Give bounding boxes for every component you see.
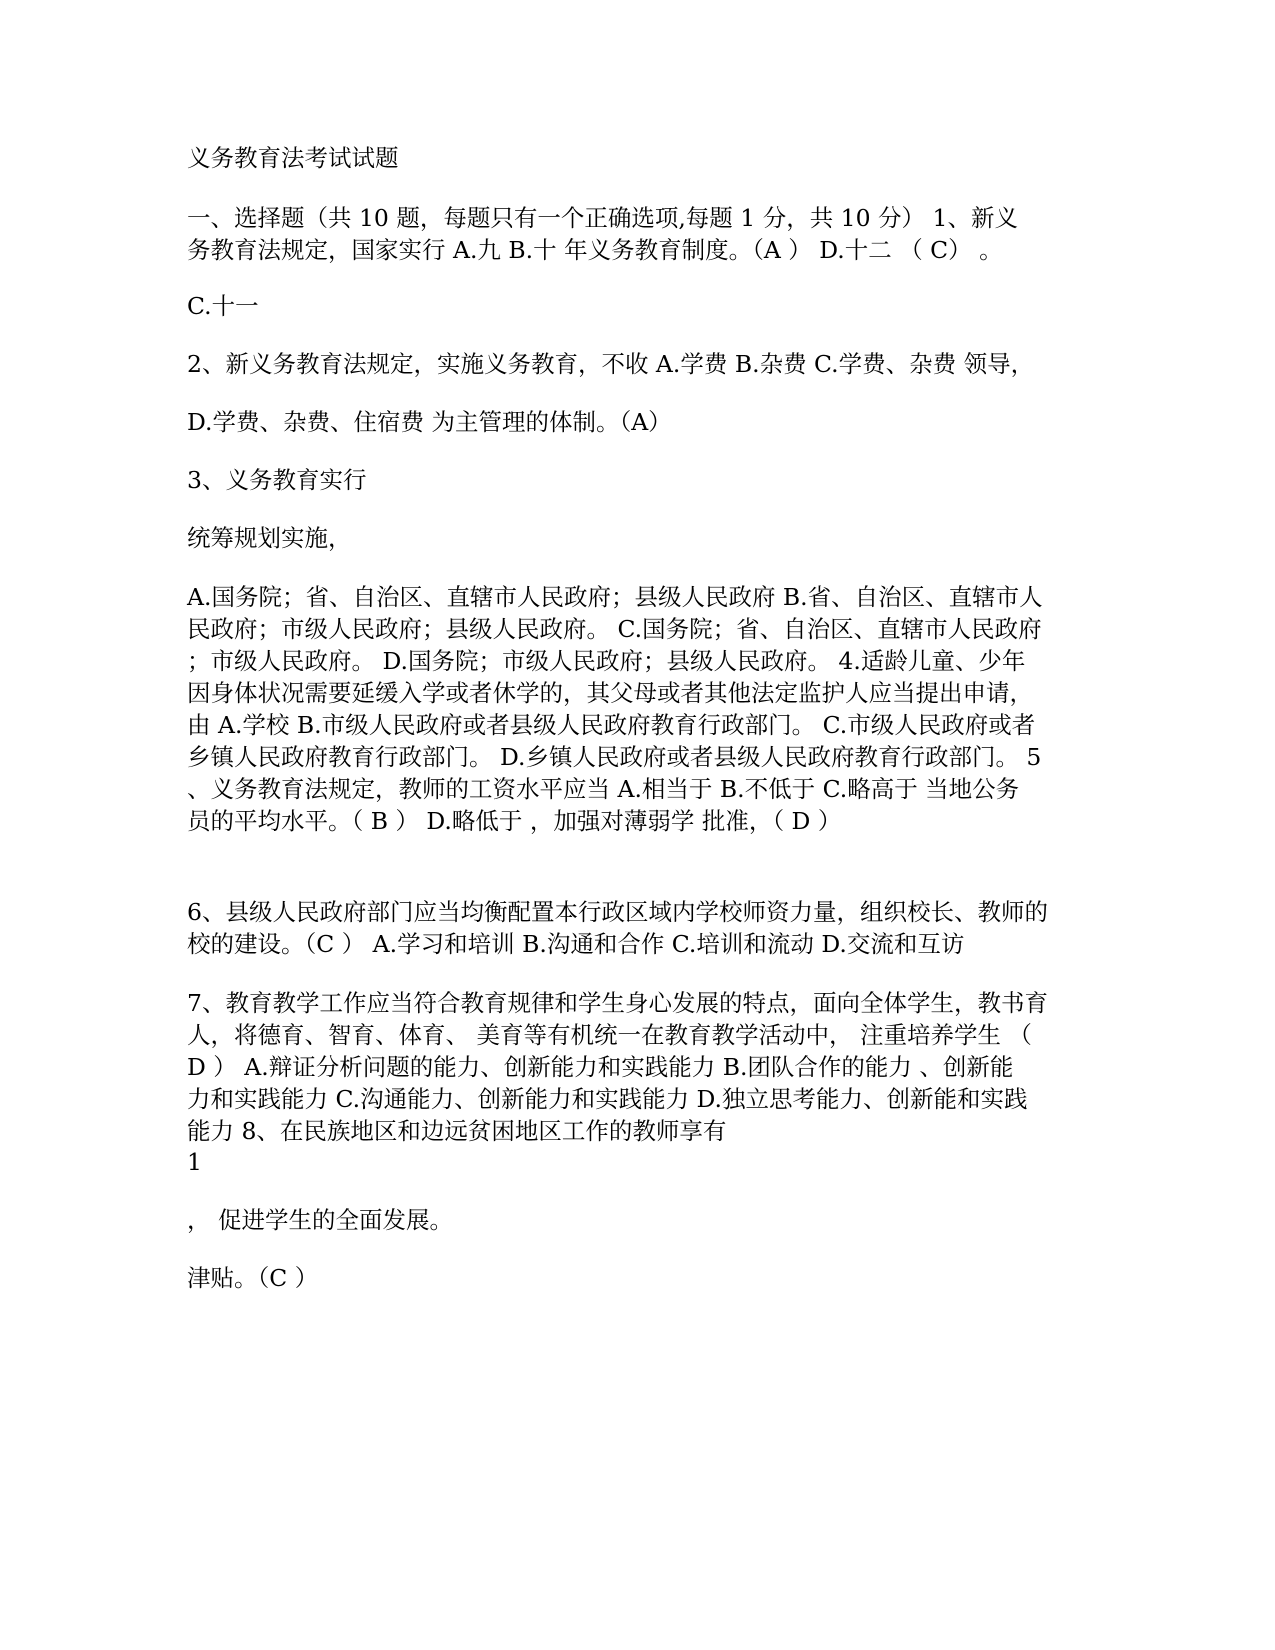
- paragraph-line: 、义务教育法规定，教师的工资水平应当 A.相当于 B.不低于 C.略高于 当地公务: [187, 775, 1020, 803]
- paragraph-line: 员的平均水平。（ B ） D.略低于 ，加强对薄弱学 批准，（ D ）: [187, 807, 842, 835]
- paragraph-line: 人，将德育、智育、体育、 美育等有机统一在教育教学活动中， 注重培养学生 （: [187, 1021, 1032, 1049]
- paragraph-line: 7、教育教学工作应当符合教育规律和学生身心发展的特点，面向全体学生，教书育: [187, 989, 1048, 1017]
- paragraph-line: ；市级人民政府。 D.国务院；市级人民政府；县级人民政府。 4.适龄儿童、少年: [187, 647, 1026, 675]
- section-header-line: 务教育法规定，国家实行 A.九 B.十 年义务教育制度。（A ） D.十二 （ C） 。: [187, 236, 1003, 264]
- section-header-line: 一、选择题（共 10 题，每题只有一个正确选项,每题 1 分，共 10 分） 1、新义: [187, 204, 1018, 232]
- questions-7-8-block: [187, 987, 1087, 1147]
- question-6-block: [187, 896, 1087, 960]
- question-2-line-2: [187, 406, 1087, 438]
- paragraph-line: 民政府；市级人民政府；县级人民政府。 C.国务院；省、自治区、直辖市人民政府: [187, 615, 1042, 643]
- paragraph-line: A.国务院；省、自治区、直辖市人民政府；县级人民政府 B.省、自治区、直辖市人: [187, 583, 1043, 611]
- document-title: [187, 142, 1087, 174]
- paragraph-line: 乡镇人民政府教育行政部门。 D.乡镇人民政府或者县级人民政府教育行政部门。 5: [187, 743, 1042, 771]
- paragraph-line: 力和实践能力 C.沟通能力、创新能力和实践能力 D.独立思考能力、创新能和实践: [187, 1085, 1028, 1113]
- fragment-text: ， 促进学生的全面发展。: [187, 1206, 453, 1234]
- question-3-stem-2: [187, 522, 1087, 554]
- text-fragment-2: [187, 1262, 1087, 1294]
- question-text: 统筹规划实施，: [187, 524, 352, 552]
- text-fragment-1: [187, 1204, 1087, 1236]
- question-text: 3、义务教育实行: [187, 466, 367, 494]
- question-3-stem: [187, 464, 1087, 496]
- question-1-option-c: [187, 290, 1087, 322]
- question-text: 2、新义务教育法规定，实施义务教育，不收 A.学费 B.杂费 C.学费、杂费 领导，: [187, 350, 1035, 378]
- option-text: C.十一: [187, 292, 259, 320]
- section-header: [187, 202, 1087, 266]
- paragraph-line: 能力 8、在民族地区和边远贫困地区工作的教师享有: [187, 1117, 727, 1145]
- paragraph-line: 6、县级人民政府部门应当均衡配置本行政区域内学校师资力量，组织校长、教师的: [187, 898, 1048, 926]
- title-text: 义务教育法考试试题: [187, 144, 399, 172]
- paragraph-line: D ） A.辩证分析问题的能力、创新能力和实践能力 B.团队合作的能力 、创新能: [187, 1053, 1014, 1081]
- question-2-line-1: [187, 348, 1087, 380]
- question-text: D.学费、杂费、住宿费 为主管理的体制。（A）: [187, 408, 672, 436]
- paragraph-line: 因身体状况需要延缓入学或者休学的，其父母或者其他法定监护人应当提出申请，: [187, 679, 1033, 707]
- page-number-text: 1: [187, 1148, 202, 1176]
- questions-3-to-5-block: [187, 581, 1087, 837]
- fragment-text: 津贴。（C ）: [187, 1264, 319, 1292]
- page-number: [187, 1146, 1087, 1178]
- paragraph-line: 校的建设。（C ） A.学习和培训 B.沟通和合作 C.培训和流动 D.交流和互访: [187, 930, 965, 958]
- paragraph-line: 由 A.学校 B.市级人民政府或者县级人民政府教育行政部门。 C.市级人民政府或者: [187, 711, 1036, 739]
